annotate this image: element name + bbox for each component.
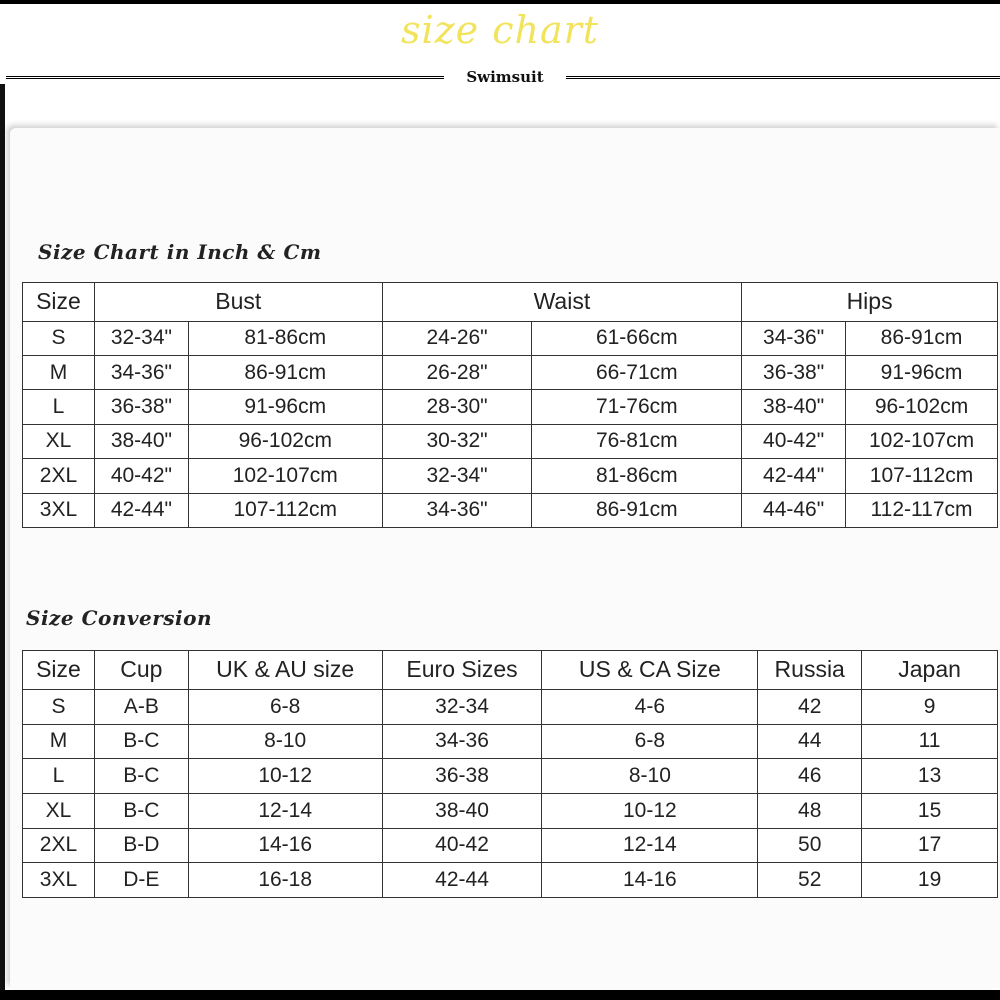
table-row <box>23 863 998 898</box>
table-row <box>23 459 998 493</box>
waist-cm-cell: 61-66cm <box>532 321 742 355</box>
japan-cell: 15 <box>862 793 998 828</box>
waist-inch-cell: 32-34" <box>382 459 532 493</box>
bust-inch-cell: 36-38" <box>94 390 188 424</box>
header-cup: Cup <box>94 651 188 690</box>
title-rule-left <box>6 76 444 79</box>
hips-cm-cell: 96-102cm <box>846 390 998 424</box>
japan-cell: 13 <box>862 759 998 794</box>
russia-cell: 44 <box>758 724 862 759</box>
bust-cm-cell: 96-102cm <box>188 424 382 458</box>
bust-cm-cell: 86-91cm <box>188 355 382 389</box>
hips-inch-cell: 42-44" <box>742 459 846 493</box>
waist-cm-cell: 81-86cm <box>532 459 742 493</box>
cup-cell: B-C <box>94 793 188 828</box>
waist-inch-cell: 24-26" <box>382 321 532 355</box>
table-row <box>23 424 998 458</box>
hips-cm-cell: 107-112cm <box>846 459 998 493</box>
size-cell: 3XL <box>23 863 95 898</box>
hips-inch-cell: 38-40" <box>742 390 846 424</box>
waist-inch-cell: 26-28" <box>382 355 532 389</box>
hips-cm-cell: 112-117cm <box>846 493 998 527</box>
bottom-border <box>0 990 1000 1000</box>
waist-cm-cell: 71-76cm <box>532 390 742 424</box>
euro-cell: 40-42 <box>382 828 542 863</box>
size-cell: M <box>23 724 95 759</box>
cup-cell: B-D <box>94 828 188 863</box>
us-ca-cell: 6-8 <box>542 724 758 759</box>
cup-cell: A-B <box>94 689 188 724</box>
bust-inch-cell: 38-40" <box>94 424 188 458</box>
table-row <box>23 390 998 424</box>
hips-inch-cell: 44-46" <box>742 493 846 527</box>
uk-au-cell: 14-16 <box>188 828 382 863</box>
size-cell: S <box>23 321 95 355</box>
bust-inch-cell: 32-34" <box>94 321 188 355</box>
euro-cell: 38-40 <box>382 793 542 828</box>
header-euro: Euro Sizes <box>382 651 542 690</box>
hips-cm-cell: 102-107cm <box>846 424 998 458</box>
table-row <box>23 355 998 389</box>
japan-cell: 17 <box>862 828 998 863</box>
us-ca-cell: 14-16 <box>542 863 758 898</box>
table-row <box>23 689 998 724</box>
header-us-ca: US & CA Size <box>542 651 758 690</box>
size-cell: 2XL <box>23 459 95 493</box>
page-title: size chart <box>400 8 600 52</box>
us-ca-cell: 10-12 <box>542 793 758 828</box>
table-row <box>23 321 998 355</box>
russia-cell: 42 <box>758 689 862 724</box>
size-cell: XL <box>23 424 95 458</box>
bust-inch-cell: 34-36" <box>94 355 188 389</box>
header-hips: Hips <box>742 283 998 322</box>
header-bust: Bust <box>94 283 382 322</box>
hips-inch-cell: 36-38" <box>742 355 846 389</box>
euro-cell: 42-44 <box>382 863 542 898</box>
left-edge-bar <box>0 84 5 990</box>
size-cell: L <box>23 390 95 424</box>
size-conversion-table <box>22 650 998 898</box>
table-row <box>23 793 998 828</box>
euro-cell: 34-36 <box>382 724 542 759</box>
header-size: Size <box>23 283 95 322</box>
uk-au-cell: 6-8 <box>188 689 382 724</box>
uk-au-cell: 12-14 <box>188 793 382 828</box>
size-cell: 3XL <box>23 493 95 527</box>
japan-cell: 19 <box>862 863 998 898</box>
uk-au-cell: 16-18 <box>188 863 382 898</box>
size-cell: L <box>23 759 95 794</box>
uk-au-cell: 8-10 <box>188 724 382 759</box>
page-subtitle: Swimsuit <box>466 68 544 86</box>
hips-inch-cell: 40-42" <box>742 424 846 458</box>
size-cell: XL <box>23 793 95 828</box>
size-conversion-heading: Size Conversion <box>26 606 213 630</box>
size-chart-heading: Size Chart in Inch & Cm <box>38 240 322 264</box>
waist-cm-cell: 86-91cm <box>532 493 742 527</box>
header-japan: Japan <box>862 651 998 690</box>
us-ca-cell: 4-6 <box>542 689 758 724</box>
russia-cell: 48 <box>758 793 862 828</box>
hips-cm-cell: 91-96cm <box>846 355 998 389</box>
russia-cell: 52 <box>758 863 862 898</box>
cup-cell: D-E <box>94 863 188 898</box>
us-ca-cell: 12-14 <box>542 828 758 863</box>
waist-inch-cell: 28-30" <box>382 390 532 424</box>
table-row <box>23 759 998 794</box>
table-row <box>23 493 998 527</box>
bust-cm-cell: 91-96cm <box>188 390 382 424</box>
table-row <box>23 828 998 863</box>
us-ca-cell: 8-10 <box>542 759 758 794</box>
top-border <box>0 0 1000 4</box>
header-uk-au: UK & AU size <box>188 651 382 690</box>
size-chart-table <box>22 282 998 528</box>
hips-cm-cell: 86-91cm <box>846 321 998 355</box>
title-rule-right <box>566 76 1000 79</box>
uk-au-cell: 10-12 <box>188 759 382 794</box>
waist-cm-cell: 66-71cm <box>532 355 742 389</box>
bust-inch-cell: 40-42" <box>94 459 188 493</box>
cup-cell: B-C <box>94 724 188 759</box>
russia-cell: 46 <box>758 759 862 794</box>
header-size: Size <box>23 651 95 690</box>
bust-cm-cell: 102-107cm <box>188 459 382 493</box>
size-cell: S <box>23 689 95 724</box>
russia-cell: 50 <box>758 828 862 863</box>
cup-cell: B-C <box>94 759 188 794</box>
size-cell: M <box>23 355 95 389</box>
bust-cm-cell: 81-86cm <box>188 321 382 355</box>
waist-inch-cell: 34-36" <box>382 493 532 527</box>
size-conversion-header-row <box>23 651 998 690</box>
hips-inch-cell: 34-36" <box>742 321 846 355</box>
japan-cell: 9 <box>862 689 998 724</box>
table-row <box>23 724 998 759</box>
size-chart-header-row <box>23 283 998 322</box>
header-russia: Russia <box>758 651 862 690</box>
japan-cell: 11 <box>862 724 998 759</box>
euro-cell: 32-34 <box>382 689 542 724</box>
header-waist: Waist <box>382 283 742 322</box>
bust-inch-cell: 42-44" <box>94 493 188 527</box>
waist-inch-cell: 30-32" <box>382 424 532 458</box>
size-cell: 2XL <box>23 828 95 863</box>
euro-cell: 36-38 <box>382 759 542 794</box>
waist-cm-cell: 76-81cm <box>532 424 742 458</box>
bust-cm-cell: 107-112cm <box>188 493 382 527</box>
